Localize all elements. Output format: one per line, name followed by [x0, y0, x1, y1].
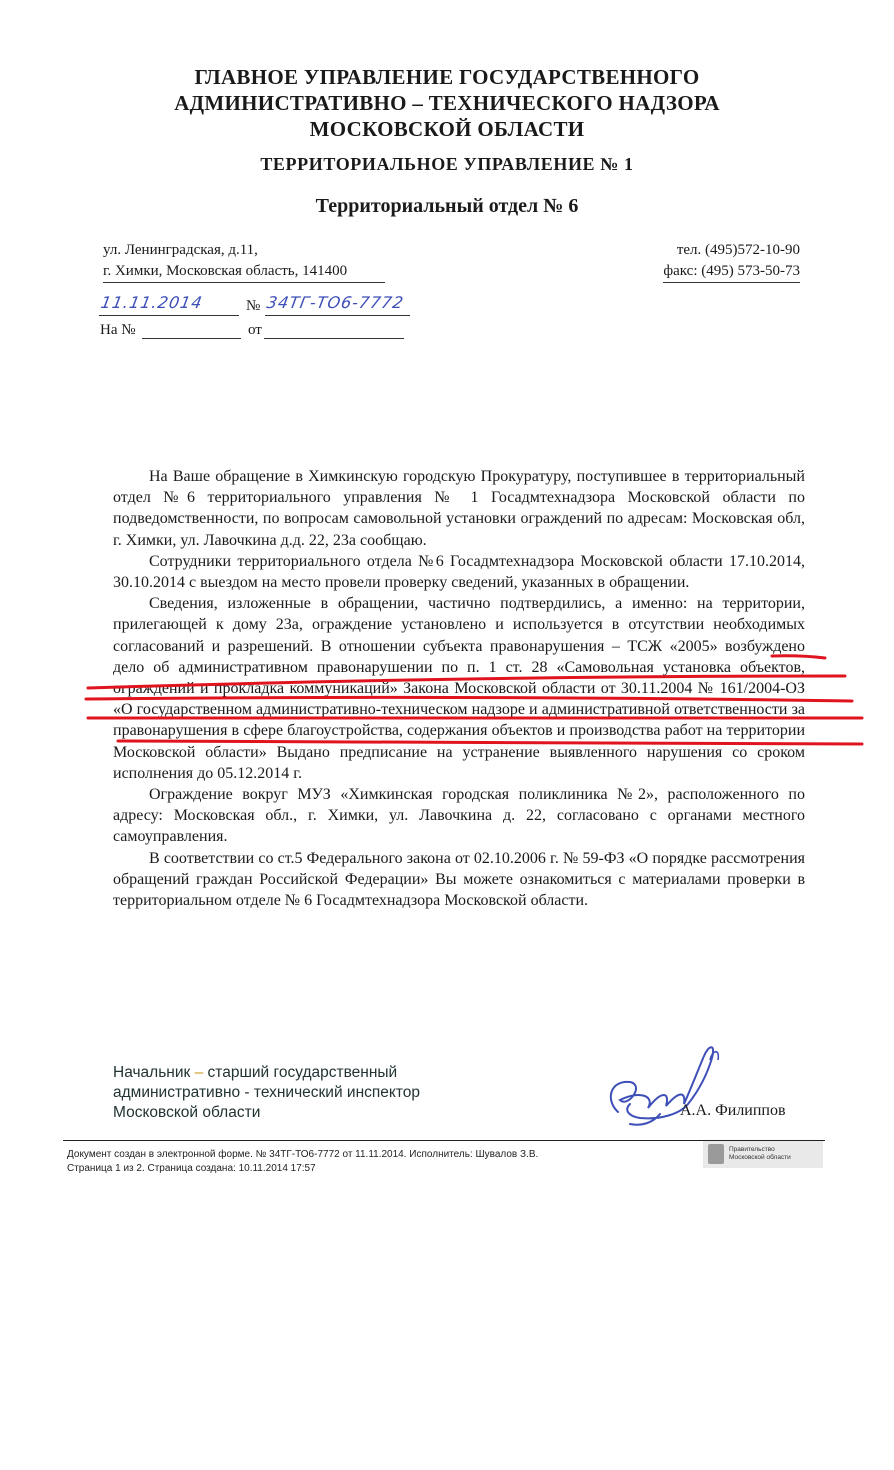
government-stamp [703, 1141, 823, 1168]
signatory-title-line2: административно - технический инспектор [113, 1084, 421, 1101]
contact-phone: тел. (495)572-10-90 [676, 242, 800, 258]
footer-line1: Документ создан в электронной форме. № 34ТГ-ТО6-7772 от 11.11.2014. Исполнитель: Шувалов З.В. [67, 1149, 539, 1160]
signatory-title [113, 1063, 420, 1123]
outgoing-number: 34ТГ-ТО6-7772 [265, 293, 406, 312]
footer-line2: Страница 1 из 2. Страница создана: 10.11.2014 17:57 [67, 1163, 316, 1174]
agency-title-line2: АДМИНИСТРАТИВНО – ТЕХНИЧЕСКОГО НАДЗОРА [174, 91, 720, 115]
paragraph-3: Сведения, изложенные в обращении, частично подтвердились, а именно: на территории, прилегающей к дому 23а, ограждение установлено и используется в отсутствии необходимых согласований и разрешений. В отношении субъекта правонарушения – ТСЖ «2005» возбуждено дело об административном правонарушении по п. 1 ст. 28 «Самовольная установка объектов, ограждений и прокладка коммуникаций» Закона Московской области от 30.11.2004 № 161/2004-ОЗ «О государственном административно-техническом надзоре и административной ответственности за правонарушения в сфере благоустройства, содержания объектов и производства работ на территории Московской области» Выдано предписание на устранение выявленного нарушения со сроком исполнения до 05.12.2014 г. [113, 595, 805, 782]
coat-of-arms-icon [708, 1144, 724, 1164]
agency-title-line3: МОСКОВСКОЙ ОБЛАСТИ [309, 117, 585, 141]
reply-to-label: На № [100, 322, 136, 338]
paragraph-5: В соответствии со ст.5 Федерального закона от 02.10.2006 г. № 59-ФЗ «О порядке рассмотрения обращений граждан Российской Федерации» Вы можете ознакомиться с материалами проверки в территориальном отделе № 6 Госадмтехнадзора Московской области. [113, 849, 805, 910]
stamp-text: Правительство Московской области [729, 1146, 791, 1161]
contact-fax: факс: (495) 573-50-73 [663, 261, 800, 283]
paragraph-2: Сотрудники территориального отдела №6 Госадмтехнадзора Московской области 17.10.2014, 30.10.2014 с выездом на место провели проверку сведений, указанных в обращении. [113, 552, 805, 592]
paragraph-1: На Ваше обращение в Химкинскую городскую Прокуратуру, поступившее в территориальный отдел №6 территориального управления № 1 Госадмтехнадзора Московской области по подведомственности, по вопросам самовольной установки ограждений по адресам: Московская обл, г. Химки, ул. Лавочкина д.д. 22, 23а сообщаю. [113, 468, 805, 549]
red-underline-3 [86, 697, 852, 701]
office-title: Территориальный отдел № 6 [315, 195, 579, 217]
signatory-name: А.А. Филиппов [680, 1102, 786, 1119]
red-underline-4 [88, 718, 862, 719]
agency-title-line1: ГЛАВНОЕ УПРАВЛЕНИЕ ГОСУДАРСТВЕННОГО [194, 65, 700, 89]
paragraph-4: Ограждение вокруг МУЗ «Химкинская городская поликлиника №2», расположенного по адресу: Московская обл., г. Химки, ул. Лавочкина д. 22, согласовано с органами местного самоуправления. [113, 786, 805, 846]
red-underline-5 [118, 741, 862, 744]
signatory-title-line3: Московской области [113, 1104, 261, 1121]
red-underline-2 [88, 676, 845, 688]
department-title: ТЕРРИТОРИАЛЬНОЕ УПРАВЛЕНИЕ № 1 [260, 154, 634, 174]
address-city: г. Химки, Московская область, 141400 [103, 261, 385, 283]
address-street: ул. Ленинградская, д.11, [103, 242, 258, 258]
document-footer [67, 1148, 538, 1176]
signatory-title-line1: Начальник – старший государственный [113, 1064, 398, 1081]
from-label: от [248, 322, 262, 338]
outgoing-date: 11.11.2014 [99, 293, 205, 312]
red-underline-1 [772, 656, 825, 658]
outgoing-number-label: № [246, 298, 261, 314]
